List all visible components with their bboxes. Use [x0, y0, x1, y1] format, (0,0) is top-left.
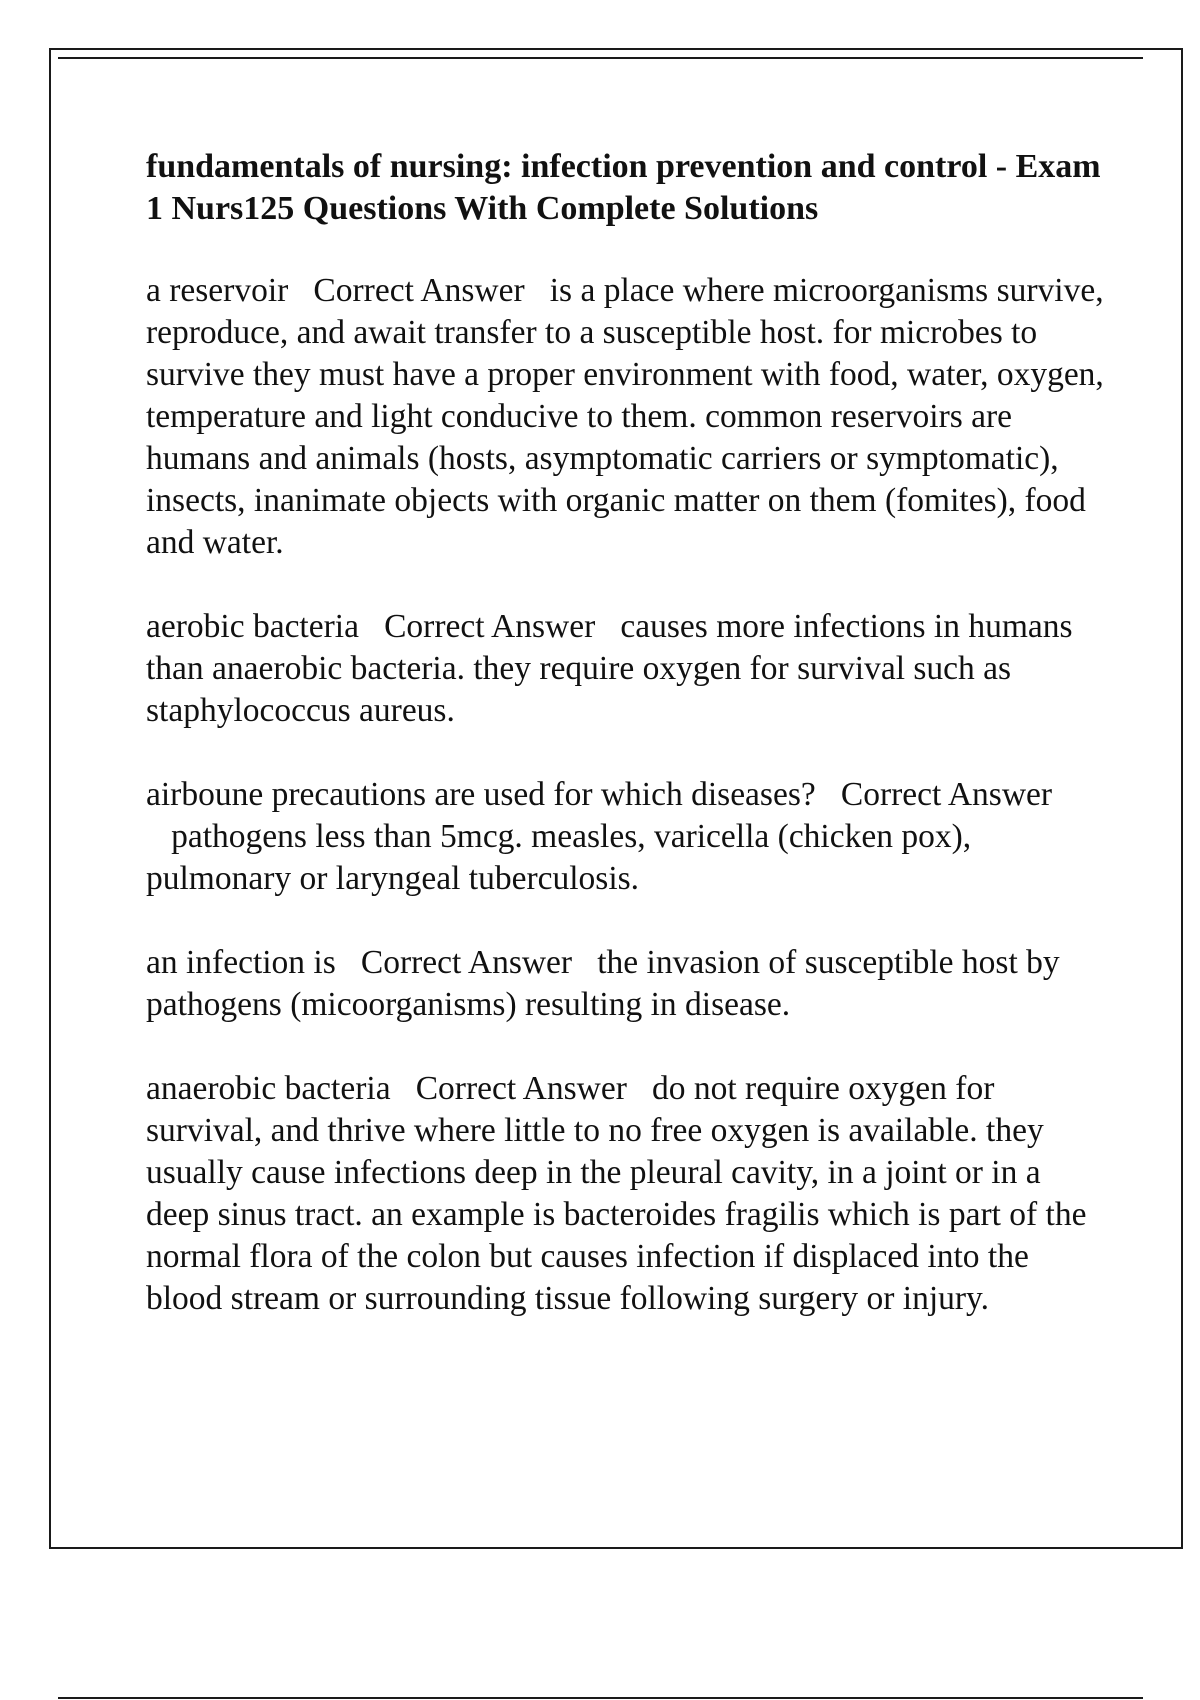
answer-label: Correct Answer — [360, 944, 573, 981]
answer-text: causes more infections in humans than anaerobic bacteria. they require oxygen for survival such as staphylococcus aureus. — [146, 608, 1073, 729]
answer-label: Correct Answer — [840, 776, 1053, 813]
answer-label: Correct Answer — [313, 272, 525, 309]
qa-entry — [146, 270, 1106, 564]
question-text: anaerobic bacteria — [146, 1070, 391, 1107]
answer-text: the invasion of susceptible host by pathogens (micoorganisms) resulting in disease. — [146, 944, 1060, 1023]
answer-text: do not require oxygen for survival, and thrive where little to no free oxygen is available. they usually cause infections deep in the pleural cavity, in a joint or in a deep sinus tract. an example is bacteroides fragilis which is part of the normal flora of the colon but causes infection if displaced into the blood stream or surrounding tissue following surgery or injury. — [146, 1070, 1087, 1317]
document-title: fundamentals of nursing: infection prevention and control - Exam 1 Nurs125 Questions With Complete Solutions — [146, 148, 1101, 227]
question-text: airboune precautions are used for which diseases? — [146, 776, 816, 813]
qa-entry — [146, 774, 1106, 900]
qa-entry — [146, 1068, 1106, 1320]
qa-entry — [146, 606, 1106, 732]
answer-label: Correct Answer — [384, 608, 596, 645]
bottom-rule — [58, 1697, 1143, 1699]
document-body — [146, 146, 1106, 1362]
question-text: an infection is — [146, 944, 336, 981]
answer-text: is a place where microorganisms survive, reproduce, and await transfer to a susceptible host. for microbes to survive they must have a proper environment with food, water, oxygen, temperature and light conducive to them. common reservoirs are humans and animals (hosts, asymptomatic carriers or symptomatic), insects, inanimate objects with organic matter on them (fomites), food and water. — [146, 272, 1104, 561]
answer-label: Correct Answer — [415, 1070, 627, 1107]
answer-text: pathogens less than 5mcg. measles, varicella (chicken pox), pulmonary or laryngeal tuberculosis. — [146, 818, 972, 897]
qa-entry — [146, 942, 1106, 1026]
question-text: aerobic bacteria — [146, 608, 359, 645]
question-text: a reservoir — [146, 272, 289, 309]
